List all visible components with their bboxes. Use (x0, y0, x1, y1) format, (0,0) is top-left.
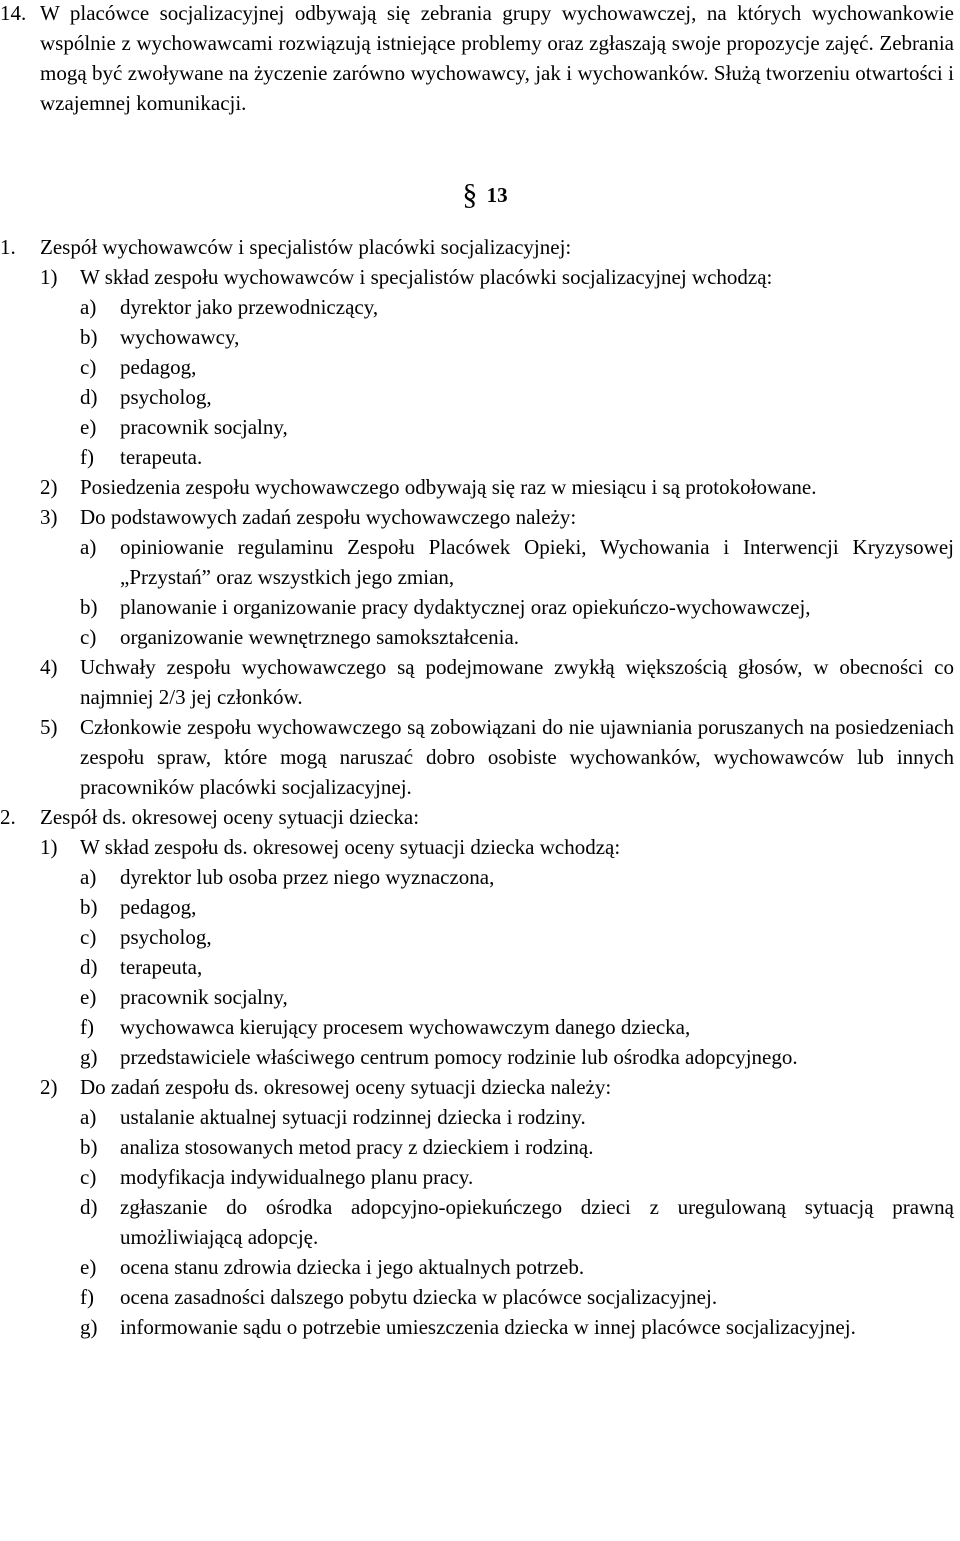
list-item-text: pracownik socjalny, (120, 415, 288, 439)
list-item-text: przedstawiciele właściwego centrum pomocy rodzinie lub ośrodka adopcyjnego. (120, 1045, 798, 1069)
list-item (80, 922, 954, 952)
list-item (80, 322, 954, 352)
list-item (80, 1282, 954, 1312)
list-item-label: b) (80, 1135, 98, 1159)
list-item-label: d) (80, 1195, 98, 1219)
point-1-sub-3-list (0, 532, 954, 652)
list-item (80, 1312, 954, 1342)
point-1-sub-1 (0, 262, 954, 292)
list-item-text: pracownik socjalny, (120, 985, 288, 1009)
point-1-text: Zespół wychowawców i specjalistów placówki socjalizacyjnej: (40, 235, 572, 259)
list-item (80, 892, 954, 922)
list-item-label: f) (80, 445, 94, 469)
point-1-sub-5-text: Członkowie zespołu wychowawczego są zobowiązani do nie ujawniania poruszanych na posiedzeniach zespołu spraw, które mogą naruszać dobro osobiste wychowanków, wychowawców lub innych pracowników placówki socjalizacyjnej. (80, 715, 954, 799)
list-item (80, 862, 954, 892)
list-item-label: a) (80, 865, 97, 889)
list-item-text: pedagog, (120, 355, 197, 379)
list-item-text: psycholog, (120, 385, 212, 409)
point-1-sub-5-label: 5) (40, 715, 58, 739)
point-2-sub-2-text: Do zadań zespołu ds. okresowej oceny sytuacji dziecka należy: (80, 1075, 612, 1099)
point-2-sub-2-label: 2) (40, 1075, 58, 1099)
list-item (80, 292, 954, 322)
list-item-text: pedagog, (120, 895, 197, 919)
list-item-text: zgłaszanie do ośrodka adopcyjno-opiekuńczego dzieci z uregulowaną sytuacją prawną umożliwiającą adopcję. (120, 1195, 954, 1249)
point-2-label: 2. (0, 805, 16, 829)
paragraph-14-label: 14. (0, 1, 27, 25)
point-2-sub-1-list (0, 862, 954, 1072)
list-item (80, 532, 954, 592)
list-item-text: analiza stosowanych metod pracy z dzieckiem i rodziną. (120, 1135, 594, 1159)
list-item (80, 952, 954, 982)
point-1-sub-2-text: Posiedzenia zespołu wychowawczego odbywają się raz w miesiącu i są protokołowane. (80, 475, 817, 499)
list-item-label: d) (80, 385, 98, 409)
point-2-sub-1-text: W skład zespołu ds. okresowej oceny sytuacji dziecka wchodzą: (80, 835, 621, 859)
point-1-sub-4 (0, 652, 954, 712)
point-1-sub-4-text: Uchwały zespołu wychowawczego są podejmowane zwykłą większością głosów, w obecności co najmniej 2/3 jej członków. (80, 655, 954, 709)
list-item-text: ustalanie aktualnej sytuacji rodzinnej dziecka i rodziny. (120, 1105, 586, 1129)
list-item-label: c) (80, 625, 97, 649)
point-2 (0, 802, 960, 832)
section-heading (0, 178, 960, 211)
list-item (80, 1252, 954, 1282)
list-item-label: c) (80, 355, 97, 379)
point-1-sub-1-label: 1) (40, 265, 58, 289)
point-1-sub-2 (0, 472, 954, 502)
paragraph-14 (0, 0, 954, 118)
point-2-sub-2-list (0, 1102, 954, 1342)
list-item-label: g) (80, 1315, 98, 1339)
list-item-text: wychowawcy, (120, 325, 240, 349)
list-item (80, 412, 954, 442)
point-2-sub-2 (0, 1072, 954, 1102)
list-item-label: g) (80, 1045, 98, 1069)
list-item (80, 1192, 954, 1252)
point-1-sub-5 (0, 712, 954, 802)
point-1-sub-3 (0, 502, 954, 532)
section-number: 13 (486, 183, 508, 207)
list-item (80, 1042, 954, 1072)
list-item (80, 1102, 954, 1132)
list-item-text: ocena zasadności dalszego pobytu dziecka w placówce socjalizacyjnej. (120, 1285, 718, 1309)
list-item-label: e) (80, 415, 97, 439)
point-1-sub-1-list (0, 292, 954, 472)
list-item-text: terapeuta, (120, 955, 203, 979)
section-symbol: § (462, 178, 478, 211)
list-item (80, 1012, 954, 1042)
point-2-sub-1 (0, 832, 954, 862)
point-1 (0, 232, 960, 262)
list-item-text: terapeuta. (120, 445, 203, 469)
list-item-label: a) (80, 1105, 97, 1129)
list-item-text: dyrektor jako przewodniczący, (120, 295, 379, 319)
list-item-label: a) (80, 295, 97, 319)
list-item (80, 382, 954, 412)
list-item-text: ocena stanu zdrowia dziecka i jego aktualnych potrzeb. (120, 1255, 585, 1279)
list-item-label: e) (80, 1255, 97, 1279)
list-item-text: planowanie i organizowanie pracy dydaktycznej oraz opiekuńczo-wychowawczej, (120, 595, 811, 619)
list-item (80, 1132, 954, 1162)
list-item-label: d) (80, 955, 98, 979)
list-item (80, 982, 954, 1012)
list-item-label: f) (80, 1015, 94, 1039)
list-item-text: dyrektor lub osoba przez niego wyznaczona, (120, 865, 495, 889)
list-item-text: modyfikacja indywidualnego planu pracy. (120, 1165, 474, 1189)
list-item-label: e) (80, 985, 97, 1009)
paragraph-14-text: W placówce socjalizacyjnej odbywają się zebrania grupy wychowawczej, na których wychowankowie wspólnie z wychowawcami rozwiązują istniejące problemy oraz zgłaszają swoje propozycje zajęć. Zebrania mogą być zwoływane na życzenie zarówno wychowawcy, jak i wychowanków. Służą tworzeniu otwartości i wzajemnej komunikacji. (40, 1, 954, 115)
list-item (80, 622, 954, 652)
list-item-text: psycholog, (120, 925, 212, 949)
list-item-text: informowanie sądu o potrzebie umieszczenia dziecka w innej placówce socjalizacyjnej. (120, 1315, 856, 1339)
list-item-text: organizowanie wewnętrznego samokształcenia. (120, 625, 520, 649)
point-1-sub-3-label: 3) (40, 505, 58, 529)
point-1-sub-2-label: 2) (40, 475, 58, 499)
point-1-sub-4-label: 4) (40, 655, 58, 679)
list-item-text: wychowawca kierujący procesem wychowawczym danego dziecka, (120, 1015, 691, 1039)
point-2-sub-1-label: 1) (40, 835, 58, 859)
list-item-label: f) (80, 1285, 94, 1309)
list-item-label: c) (80, 1165, 97, 1189)
list-item-label: b) (80, 325, 98, 349)
list-item-label: c) (80, 925, 97, 949)
list-item (80, 352, 954, 382)
point-1-sub-1-text: W skład zespołu wychowawców i specjalistów placówki socjalizacyjnej wchodzą: (80, 265, 773, 289)
list-item-text: opiniowanie regulaminu Zespołu Placówek Opieki, Wychowania i Interwencji Kryzysowej „Przystań” oraz wszystkich jego zmian, (120, 535, 954, 589)
point-1-sub-3-text: Do podstawowych zadań zespołu wychowawczego należy: (80, 505, 577, 529)
point-2-text: Zespół ds. okresowej oceny sytuacji dziecka: (40, 805, 420, 829)
list-item (80, 592, 954, 622)
point-1-label: 1. (0, 235, 16, 259)
list-item (80, 442, 954, 472)
list-item-label: a) (80, 535, 97, 559)
list-item-label: b) (80, 595, 98, 619)
list-item (80, 1162, 954, 1192)
list-item-label: b) (80, 895, 98, 919)
